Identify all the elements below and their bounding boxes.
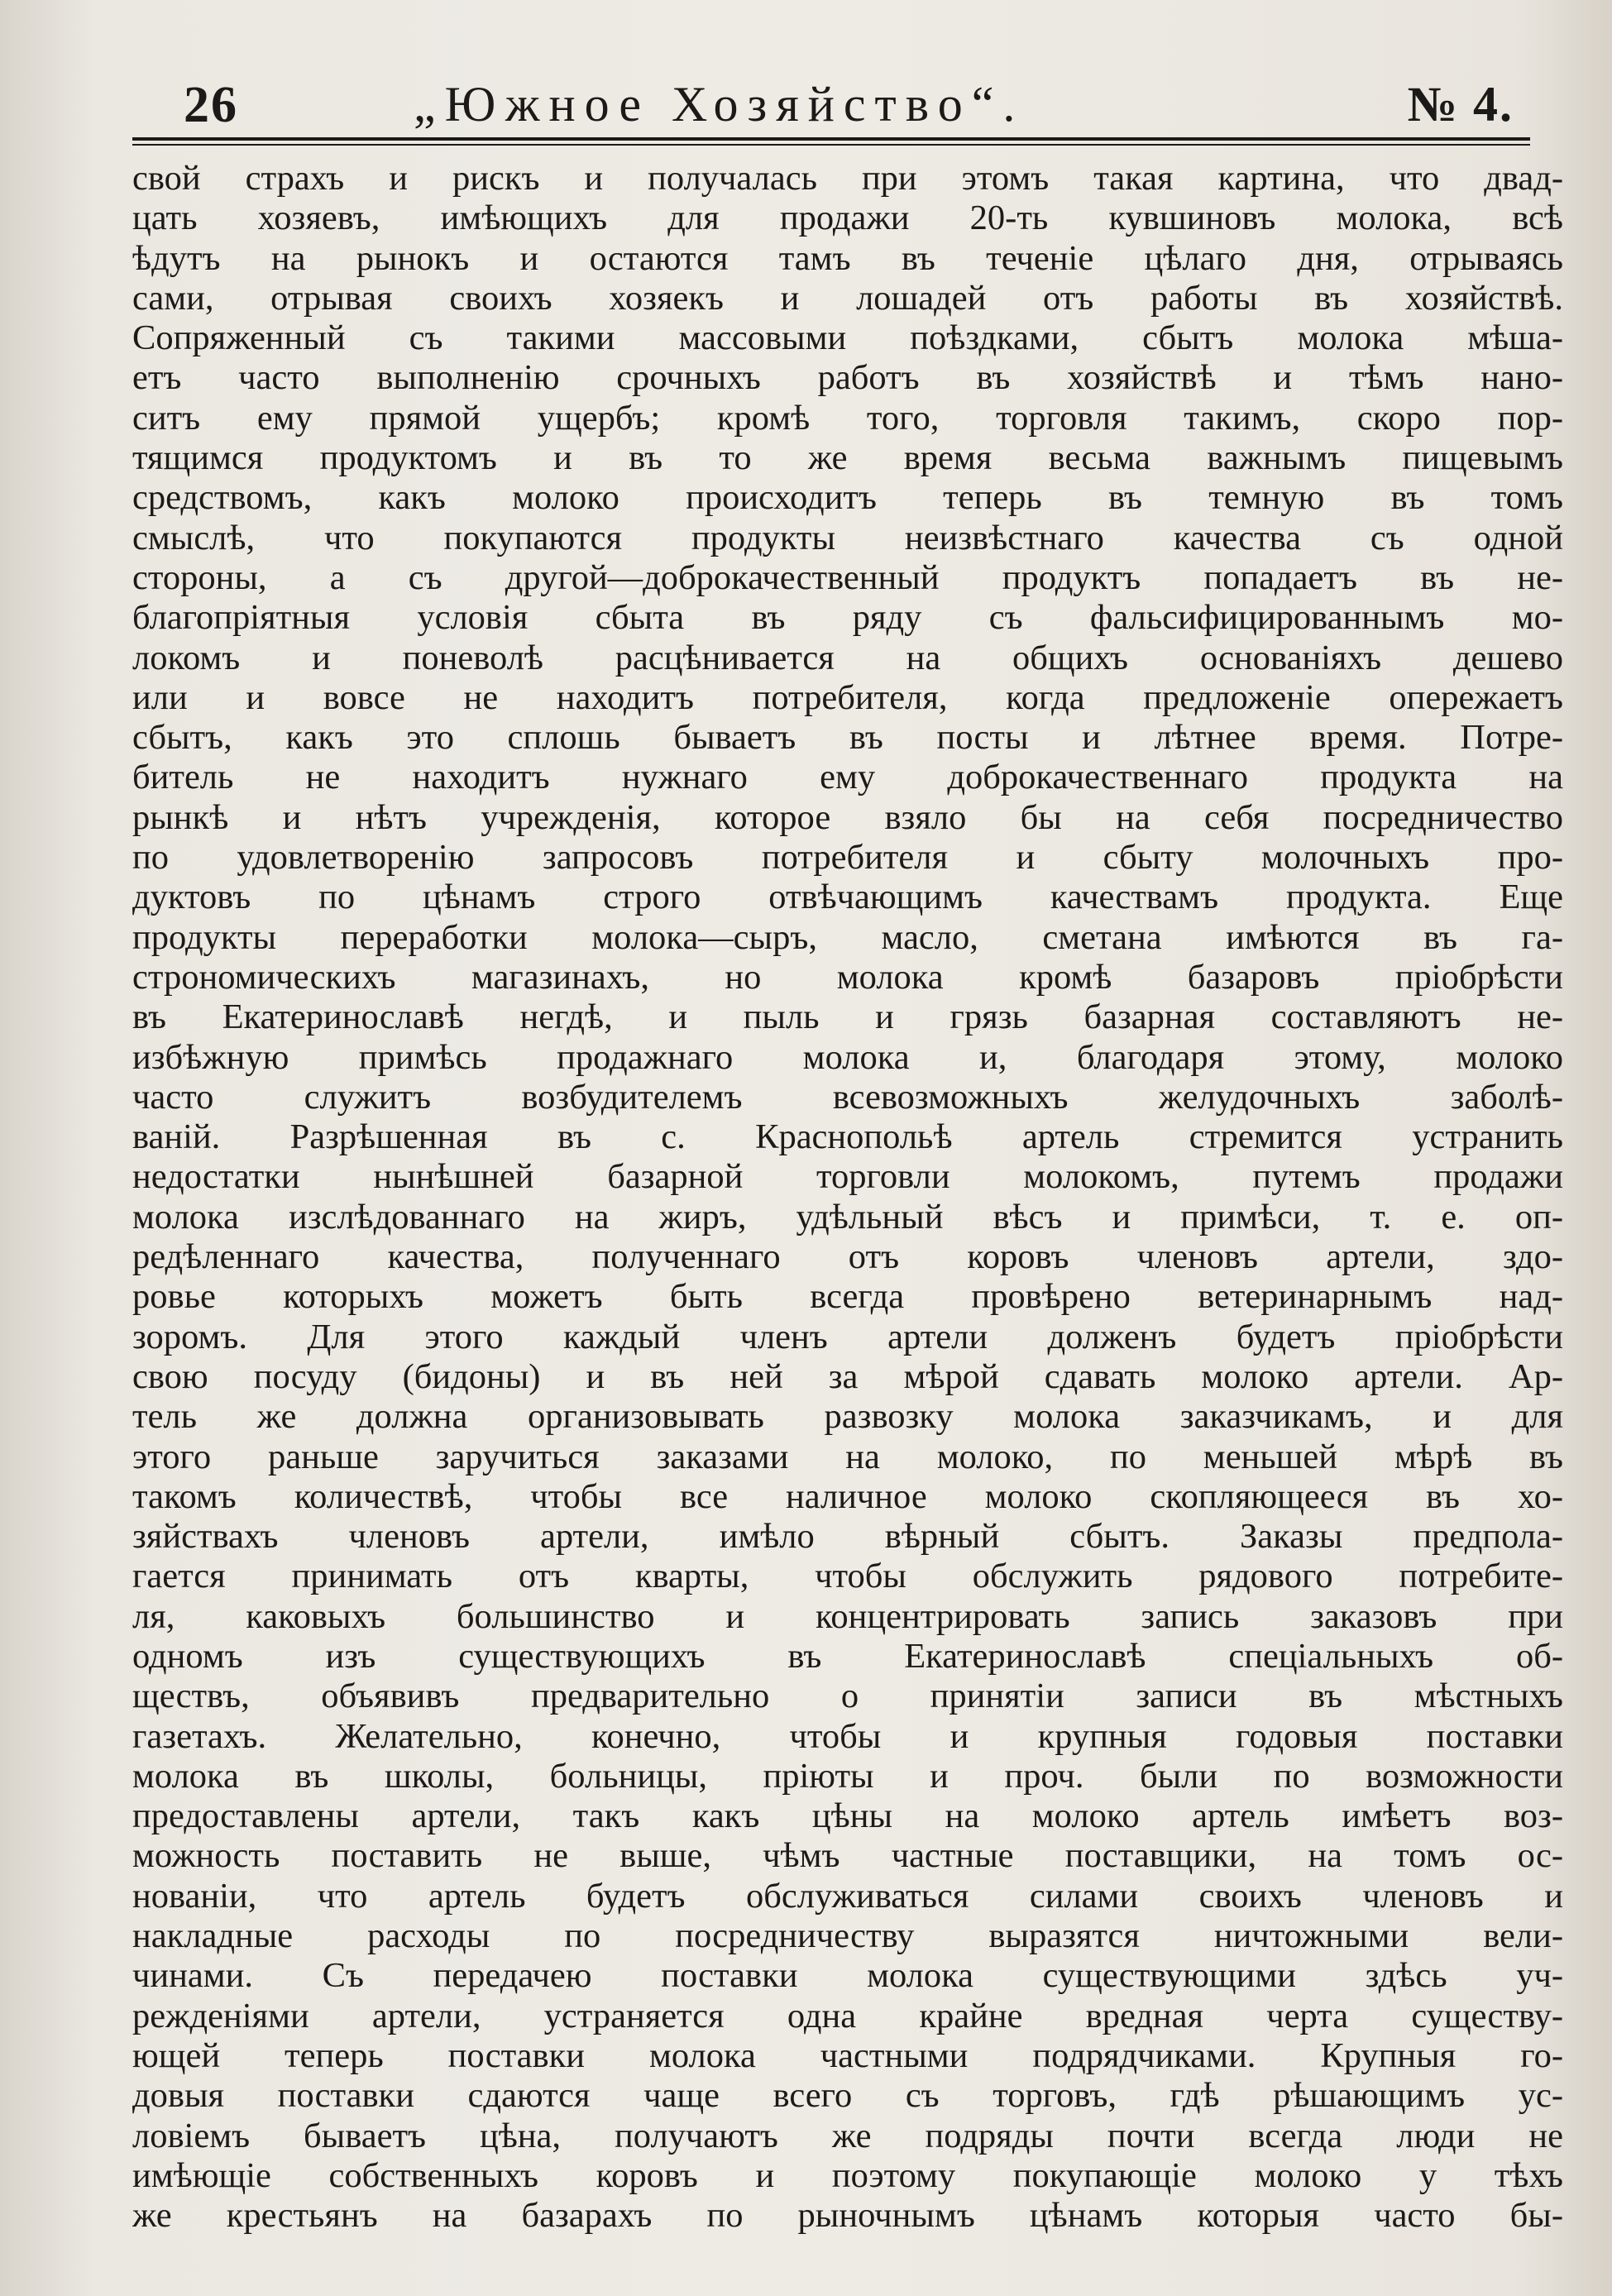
text-line: етъ часто выполненію срочныхъ работъ въ хозяйствѣ и тѣмъ нано- [132,358,1563,398]
text-line: или и вовсе не находитъ потребителя, когда предложеніе опережаетъ [132,677,1563,717]
text-line: можность поставить не выше, чѣмъ частные поставщики, на томъ ос- [132,1836,1563,1876]
article-body [132,159,1563,2236]
text-line: свою посуду (бидоны) и въ ней за мѣрой сдавать молоко артели. Ар- [132,1356,1563,1396]
text-line: зяйствахъ членовъ артели, имѣло вѣрный сбытъ. Заказы предпола- [132,1517,1563,1557]
text-line: нованіи, что артель будетъ обслуживаться силами своихъ членовъ и [132,1876,1563,1916]
text-line: зоромъ. Для этого каждый членъ артели долженъ будетъ пріобрѣсти [132,1317,1563,1356]
text-line: ля, каковыхъ большинство и концентрировать запись заказовъ при [132,1596,1563,1636]
text-line: чинами. Съ передачею поставки молока существующими здѣсь уч- [132,1956,1563,1996]
text-line: дуктовъ по цѣнамъ строго отвѣчающимъ качествамъ продукта. Еще [132,878,1563,917]
text-line: такомъ количествѣ, чтобы все наличное молоко скопляющееся въ хо- [132,1476,1563,1516]
text-line: смыслѣ, что покупаются продукты неизвѣстнаго качества съ одной [132,518,1563,557]
text-line: накладные расходы по посредничеству выразятся ничтожными вели- [132,1916,1563,1956]
page-number: 26 [184,77,238,133]
text-line: молока въ школы, больницы, пріюты и проч. были по возможности [132,1756,1563,1796]
text-line: въ Екатеринославѣ негдѣ, и пыль и грязь базарная составляютъ не- [132,997,1563,1037]
text-line: имѣющіе собственныхъ коровъ и поэтому покупающіе молоко у тѣхъ [132,2155,1563,2195]
text-line: Сопряженный съ такими массовыми поѣздками, сбытъ молока мѣша- [132,318,1563,358]
text-line: режденіями артели, устраняется одна крайне вредная черта существу- [132,1996,1563,2035]
text-line: этого раньше заручиться заказами на молоко, по меньшей мѣрѣ въ [132,1437,1563,1476]
text-line: недостатки нынѣшней базарной торговли молокомъ, путемъ продажи [132,1157,1563,1197]
text-line: строномическихъ магазинахъ, но молока кромѣ базаровъ пріобрѣсти [132,957,1563,997]
text-line: стороны, а съ другой—доброкачественный продуктъ попадаетъ въ не- [132,557,1563,597]
text-line: битель не находитъ нужнаго ему доброкачественнаго продукта на [132,758,1563,797]
text-line: сбытъ, какъ это сплошь бываетъ въ посты и лѣтнее время. Потре- [132,718,1563,758]
text-line: одномъ изъ существующихъ въ Екатеринославѣ спеціальныхъ об- [132,1636,1563,1676]
text-line: довыя поставки сдаются чаще всего съ торговъ, гдѣ рѣшающимъ ус- [132,2076,1563,2116]
text-line: ровье которыхъ можетъ быть всегда провѣрено ветеринарнымъ над- [132,1277,1563,1317]
text-line: по удовлетворенію запросовъ потребителя и сбыту молочныхъ про- [132,838,1563,878]
text-line: газетахъ. Желательно, конечно, чтобы и крупныя годовыя поставки [132,1716,1563,1756]
running-header [132,76,1530,142]
text-line: продукты переработки молока—сыръ, масло, сметана имѣются въ га- [132,917,1563,957]
issue-number: № 4. [1407,77,1514,132]
text-line: благопріятныя условія сбыта въ ряду съ фальсифицированнымъ мо- [132,598,1563,638]
text-line: рынкѣ и нѣтъ учрежденія, которое взяло бы на себя посредничество [132,797,1563,837]
text-line: же крестьянъ на базарахъ по рыночнымъ цѣнамъ которыя часто бы- [132,2196,1563,2236]
header-rule-thin [132,144,1530,146]
text-line: цать хозяевъ, имѣющихъ для продажи 20-ть кувшиновъ молока, всѣ [132,199,1563,238]
text-line: свой страхъ и рискъ и получалась при этомъ такая картина, что двад- [132,159,1563,198]
text-line: избѣжную примѣсь продажнаго молока и, благодаря этому, молоко [132,1037,1563,1077]
text-line: молока изслѣдованнаго на жиръ, удѣльный вѣсъ и примѣси, т. е. оп- [132,1197,1563,1236]
text-line: ловіемъ бываетъ цѣна, получаютъ же подряды почти всегда люди не [132,2116,1563,2155]
text-line: часто служитъ возбудителемъ всевозможныхъ желудочныхъ заболѣ- [132,1077,1563,1117]
text-line: ѣдутъ на рынокъ и остаются тамъ въ теченіе цѣлаго дня, отрываясь [132,238,1563,278]
text-line: ществъ, объявивъ предварительно о принятіи записи въ мѣстныхъ [132,1677,1563,1716]
text-line: ситъ ему прямой ущербъ; кромѣ того, торговля такимъ, скоро пор- [132,398,1563,438]
journal-title: „Южное Хозяйство“. [414,77,1025,132]
text-line: средствомъ, какъ молоко происходитъ теперь въ темную въ томъ [132,478,1563,518]
text-line: сами, отрывая своихъ хозяекъ и лошадей отъ работы въ хозяйствѣ. [132,278,1563,318]
text-line: тящимся продуктомъ и въ то же время весьма важнымъ пищевымъ [132,438,1563,478]
text-line: предоставлены артели, такъ какъ цѣны на молоко артель имѣетъ воз- [132,1796,1563,1836]
text-line: тель же должна организовывать развозку молока заказчикамъ, и для [132,1397,1563,1437]
text-line: ющей теперь поставки молока частными подрядчиками. Крупныя го- [132,2035,1563,2075]
header-rule-thick [132,137,1530,141]
text-line: ваній. Разрѣшенная въ с. Краснопольѣ артель стремится устранить [132,1117,1563,1157]
text-line: локомъ и поневолѣ расцѣнивается на общихъ основаніяхъ дешево [132,638,1563,677]
text-line: гается принимать отъ кварты, чтобы обслужить рядового потребите- [132,1557,1563,1596]
text-line: редѣленнаго качества, полученнаго отъ коровъ членовъ артели, здо- [132,1237,1563,1277]
